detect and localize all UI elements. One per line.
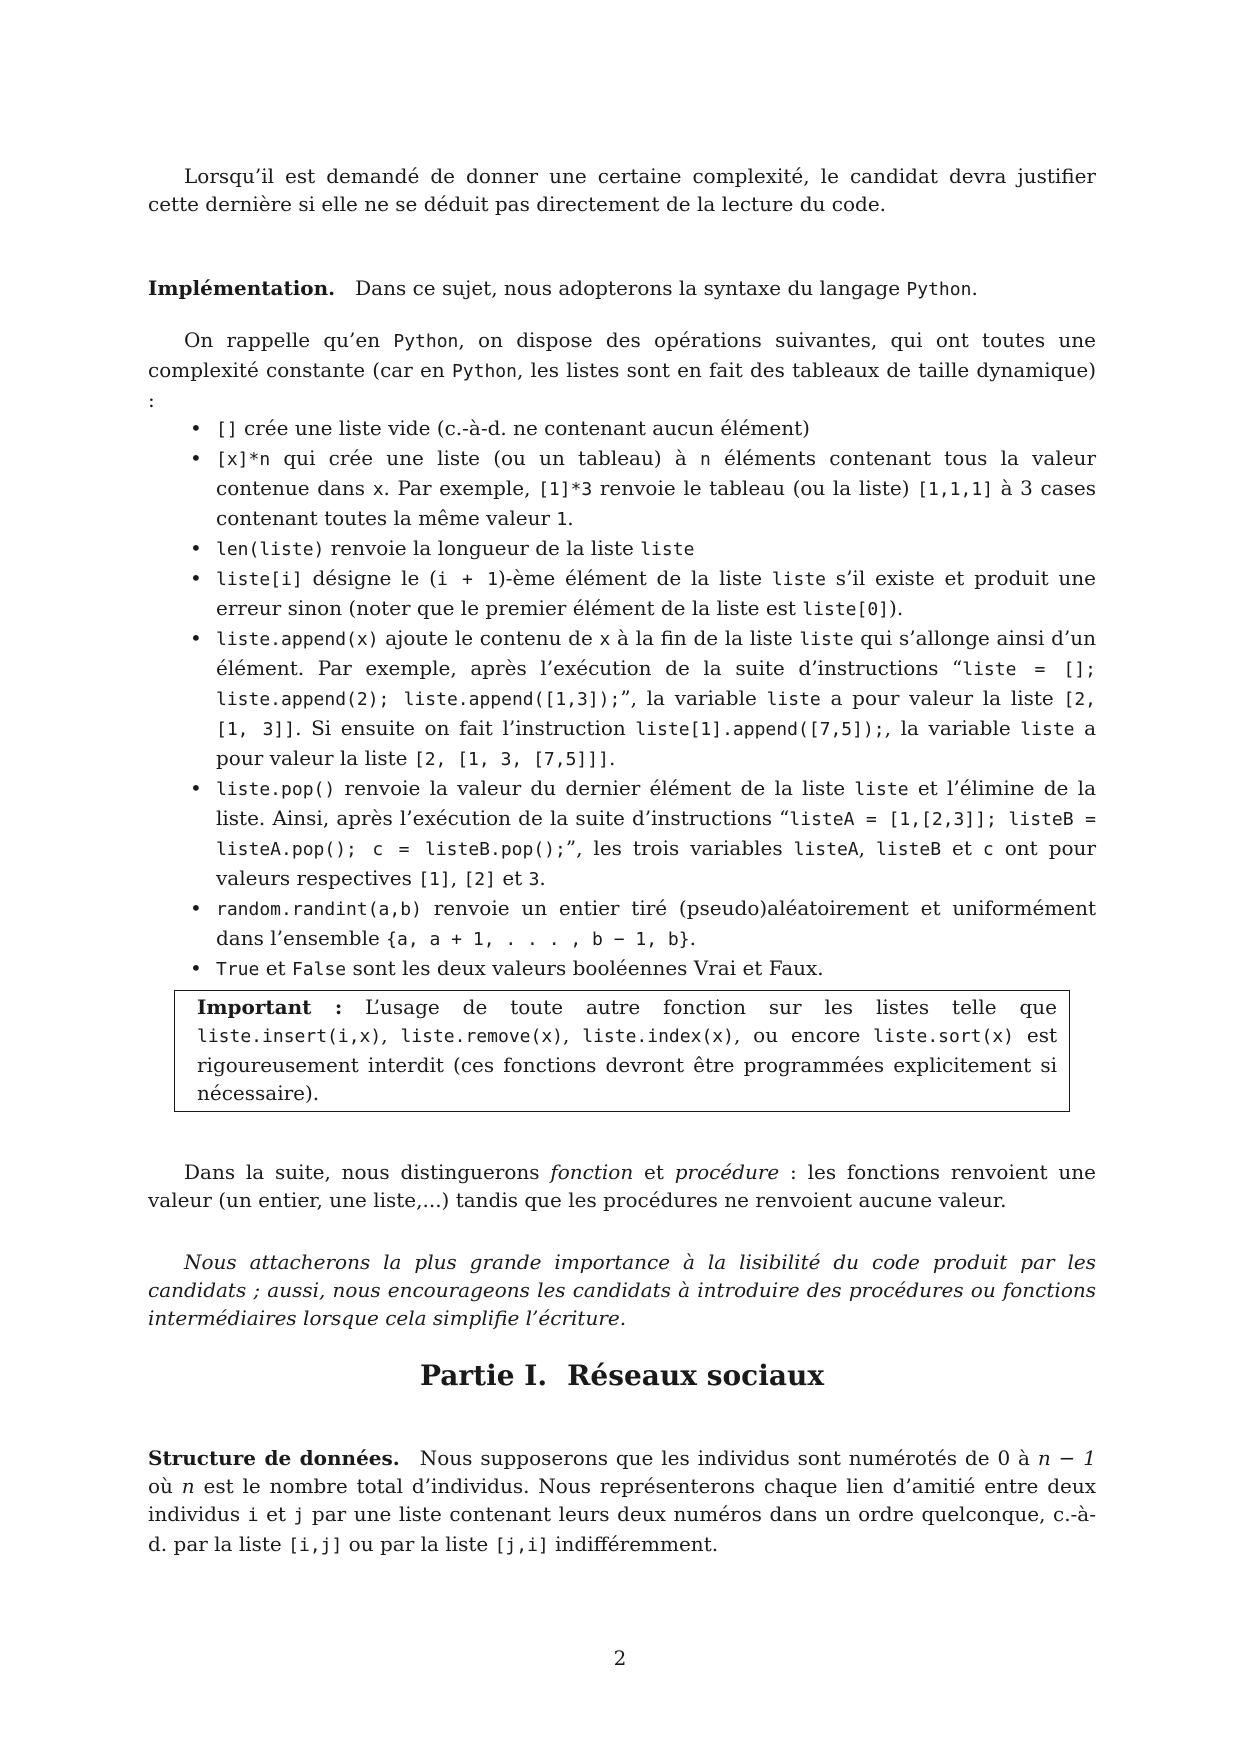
structure-paragraph bbox=[148, 1444, 1096, 1560]
code-snippet: liste bbox=[640, 539, 695, 560]
rappel-text: , les listes sont en fait des tableaux de taille dynamique) : bbox=[148, 358, 1096, 412]
item-text: qui s’allonge ainsi d’un élément. Par exemple, après l’exécution de la suite d’instructions “ bbox=[216, 626, 1096, 680]
code-snippet: c bbox=[982, 839, 994, 860]
code-snippet: liste.index(x) bbox=[582, 1026, 734, 1047]
item-text: . bbox=[539, 866, 546, 890]
item-text: . bbox=[567, 506, 574, 530]
operations-list bbox=[148, 414, 1096, 984]
item-text: . Par exemple, bbox=[383, 476, 539, 500]
item-text: désigne le ( bbox=[302, 566, 437, 590]
code-snippet: n bbox=[699, 449, 711, 470]
code-snippet: [1] bbox=[418, 869, 451, 890]
distinction-text: Dans la suite, nous distinguerons bbox=[184, 1160, 551, 1184]
code-snippet: [j,i] bbox=[494, 1535, 549, 1556]
code-snippet: [2, [1, 3, [7,5]]] bbox=[413, 749, 609, 770]
intro-paragraph: Lorsqu’il est demandé de donner une certaine complexité, le candidat devra justifier cette dernière si elle ne se déduit pas directement de la lecture du code. bbox=[148, 164, 1096, 216]
list-item bbox=[148, 414, 1096, 444]
list-item bbox=[148, 444, 1096, 534]
item-text: ”, les trois variables bbox=[565, 836, 794, 860]
item-text: et l’élimine de la liste. Ainsi, après l’exécution de la suite d’instructions “ bbox=[216, 776, 1096, 830]
code-snippet: listeB bbox=[876, 839, 942, 860]
code-snippet: False bbox=[291, 959, 347, 980]
code-snippet: liste bbox=[799, 629, 854, 650]
code-snippet: liste[i] bbox=[216, 569, 303, 590]
code-snippet: liste.insert(i,x) bbox=[197, 1026, 382, 1047]
implementation-text: Dans ce sujet, nous adopterons la syntaxe du langage bbox=[355, 276, 907, 300]
structure-text: est le nombre total d’individus. Nous représenterons chaque lien d’amitié entre deux individus bbox=[148, 1474, 1096, 1526]
item-text: éléments contenant tous la valeur contenue dans bbox=[216, 446, 1096, 500]
distinction-text: : les fonctions renvoient une valeur (un entier, une liste,...) tandis que les procédures ne renvoient aucune valeur. bbox=[148, 1160, 1096, 1212]
code-snippet: random.randint(a,b) bbox=[216, 899, 422, 920]
code-snippet: liste.pop() bbox=[216, 779, 336, 800]
code-snippet: [1]*3 bbox=[538, 479, 593, 500]
code-snippet: 1 bbox=[556, 509, 568, 530]
structure-text: où bbox=[148, 1474, 182, 1498]
important-text: , ou encore bbox=[733, 1023, 874, 1047]
code-snippet: [2] bbox=[463, 869, 496, 890]
code-snippet: liste bbox=[854, 779, 909, 800]
code-snippet: liste.remove(x) bbox=[400, 1026, 564, 1047]
code-snippet: [1,1,1] bbox=[917, 479, 994, 500]
item-text: qui crée une liste (ou un tableau) à bbox=[270, 446, 700, 470]
structure-text: indifféremment. bbox=[548, 1532, 719, 1556]
item-text: , bbox=[450, 866, 464, 890]
item-text: s’il existe et produit une erreur sinon (noter que le premier élément de la liste est bbox=[216, 566, 1097, 620]
important-text: , bbox=[563, 1023, 583, 1047]
code-snippet: liste.sort(x) bbox=[873, 1026, 1015, 1047]
math-expression: n bbox=[181, 1474, 195, 1498]
important-text: , bbox=[381, 1023, 401, 1047]
important-text: L’usage de toute autre fonction sur les listes telle que bbox=[342, 995, 1057, 1019]
item-text: renvoie un entier tiré (pseudo)aléatoirement et uniformément dans l’ensemble bbox=[216, 896, 1096, 950]
structure-text: Nous supposerons que les individus sont numérotés de 0 à bbox=[419, 1446, 1038, 1470]
rappel-paragraph bbox=[148, 326, 1096, 414]
code-snippet: x bbox=[599, 629, 611, 650]
code-snippet: len(liste) bbox=[216, 539, 325, 560]
item-text: , bbox=[858, 836, 877, 860]
item-text: ont pour valeurs respectives bbox=[216, 836, 1096, 890]
item-text: à la fin de la liste bbox=[610, 626, 800, 650]
code-snippet: liste[0] bbox=[802, 599, 890, 620]
code-snippet: j bbox=[293, 1505, 305, 1526]
code-snippet: True bbox=[216, 959, 260, 980]
list-item bbox=[148, 774, 1096, 894]
code-snippet: [x]*n bbox=[216, 449, 271, 470]
rappel-text: On rappelle qu’en bbox=[184, 328, 394, 352]
item-text: crée une liste vide (c.-à-d. ne contenant aucun élément) bbox=[237, 416, 810, 440]
python-code: Python bbox=[451, 361, 517, 382]
item-text: à 3 cases contenant toutes la même valeur bbox=[216, 476, 1096, 530]
structure-heading: Structure de données. bbox=[148, 1446, 400, 1470]
item-text: renvoie la valeur du dernier élément de la liste bbox=[335, 776, 855, 800]
python-code: Python bbox=[393, 331, 459, 352]
section-title bbox=[148, 1358, 1096, 1394]
math-expression: n − 1 bbox=[1037, 1446, 1097, 1470]
code-snippet: liste[1].append([7,5]); bbox=[635, 719, 885, 740]
code-snippet: listeA = [1,[2,3]]; listeB = listeA.pop(); c = listeB.pop(); bbox=[216, 809, 1097, 860]
item-text: )-ème élément de la liste bbox=[498, 566, 772, 590]
structure-text: et bbox=[258, 1502, 294, 1526]
code-snippet: liste bbox=[766, 689, 821, 710]
code-snippet: liste.append(x) bbox=[216, 629, 379, 650]
code-snippet: liste bbox=[1020, 719, 1075, 740]
item-text: et bbox=[259, 956, 292, 980]
emphasis-procedure: procédure bbox=[674, 1160, 780, 1184]
page-number: 2 bbox=[613, 1646, 627, 1670]
code-snippet: [i,j] bbox=[288, 1535, 343, 1556]
distinction-paragraph bbox=[148, 1158, 1096, 1214]
list-item bbox=[148, 534, 1096, 564]
code-snippet: [] bbox=[216, 419, 238, 440]
section-subtitle: Réseaux sociaux bbox=[567, 1359, 825, 1392]
page-content bbox=[148, 162, 1096, 1560]
item-text: , la variable bbox=[884, 716, 1021, 740]
implementation-text-end: . bbox=[971, 276, 978, 300]
item-text: ajoute le contenu de bbox=[378, 626, 600, 650]
item-text: et bbox=[941, 836, 983, 860]
item-text: et bbox=[495, 866, 529, 890]
item-text: renvoie la longueur de la liste bbox=[324, 536, 641, 560]
item-text: renvoie le tableau (ou la liste) bbox=[592, 476, 918, 500]
rappel-text: , on dispose des opérations suivantes, qui ont toutes une complexité constante (car en bbox=[148, 328, 1096, 382]
code-snippet: i bbox=[247, 1505, 259, 1526]
code-snippet: liste = []; liste.append(2); liste.append([1,3]); bbox=[216, 659, 1096, 710]
code-snippet: listeA bbox=[793, 839, 859, 860]
python-code: Python bbox=[906, 279, 972, 300]
math-expression: i + 1 bbox=[436, 569, 498, 590]
important-box bbox=[174, 990, 1070, 1112]
important-text: est rigoureusement interdit (ces fonctions devront être programmées explicitement si nécessaire). bbox=[197, 1023, 1058, 1105]
lisibilite-paragraph: Nous attacherons la plus grande importance à la lisibilité du code produit par les candidats ; aussi, nous encourageons les candidats à introduire des procédures ou fonctions intermédiaires lorsque cela simplifie l’écriture. bbox=[148, 1250, 1096, 1330]
code-snippet: 3 bbox=[528, 869, 540, 890]
distinction-text: et bbox=[633, 1160, 675, 1184]
code-snippet: liste bbox=[771, 569, 827, 590]
item-text: ). bbox=[889, 596, 904, 620]
important-paragraph bbox=[197, 993, 1057, 1107]
item-text: a pour valeur la liste bbox=[820, 686, 1064, 710]
list-item bbox=[148, 894, 1096, 954]
item-text: a pour valeur la liste bbox=[216, 716, 1097, 770]
item-text: sont les deux valeurs booléennes Vrai et Faux. bbox=[346, 956, 824, 980]
item-text: . bbox=[608, 746, 616, 770]
list-item bbox=[148, 954, 1096, 984]
math-expression: {a, a + 1, . . . , b − 1, b} bbox=[386, 929, 690, 950]
important-label: Important : bbox=[197, 995, 343, 1019]
structure-text: par une liste contenant leurs deux numéros dans un ordre quelconque, c.-à-d. par la liste bbox=[148, 1502, 1096, 1556]
code-snippet: [2, [1, 3]] bbox=[216, 689, 1097, 740]
list-item bbox=[148, 564, 1096, 624]
code-snippet: x bbox=[372, 479, 384, 500]
structure-text: ou par la liste bbox=[342, 1532, 495, 1556]
emphasis-fonction: fonction bbox=[550, 1160, 634, 1184]
list-item bbox=[148, 624, 1096, 774]
section-number: Partie I. bbox=[419, 1359, 548, 1392]
item-text: . bbox=[689, 926, 696, 950]
item-text: ”, la variable bbox=[620, 686, 767, 710]
implementation-heading: Implémentation. bbox=[148, 276, 336, 300]
item-text: . Si ensuite on fait l’instruction bbox=[295, 716, 636, 740]
implementation-paragraph bbox=[148, 274, 1096, 304]
